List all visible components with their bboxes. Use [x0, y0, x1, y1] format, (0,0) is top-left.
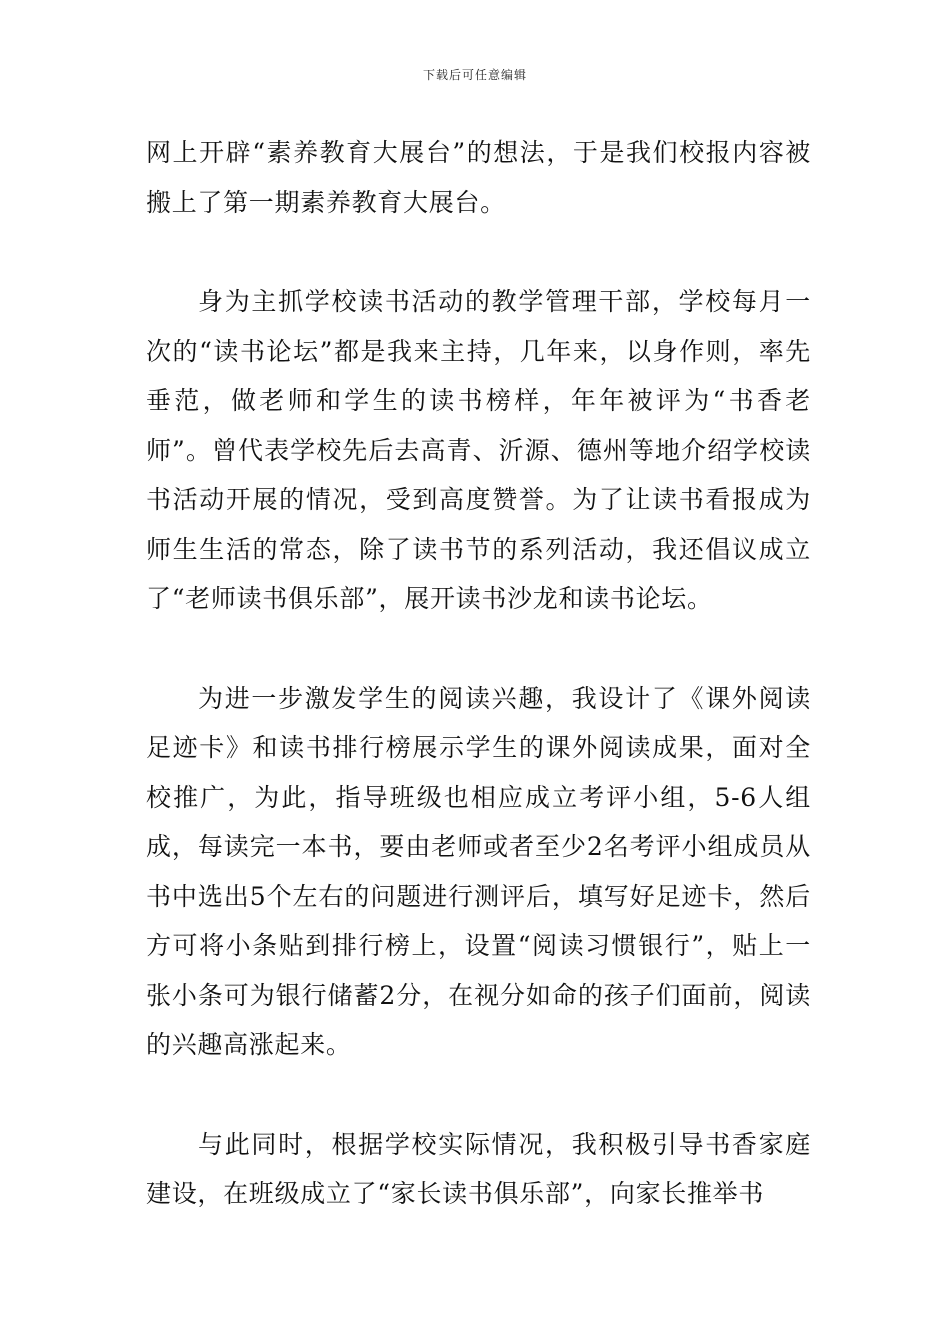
- paragraph-3: 为进一步激发学生的阅读兴趣，我设计了《课外阅读足迹卡》和读书排行榜展示学生的课外阅读成果，面对全校推广，为此，指导班级也相应成立考评小组，5-6人组成，每读完一本书，要由老师或者至少2名考评小组成员从书中选出5个左右的问题进行测评后，填写好足迹卡，然后方可将小条贴到排行榜上，设置“阅读习惯银行”，贴上一张小条可为银行储蓄2分，在视分如命的孩子们面前，阅读的兴趣高涨起来。: [146, 683, 811, 1059]
- document-body: [146, 128, 811, 1219]
- page-header: 下载后可任意编辑: [422, 68, 527, 82]
- paragraph-1: 网上开辟“素养教育大展台”的想法，于是我们校报内容被搬上了第一期素养教育大展台。: [146, 138, 811, 217]
- paragraph-2: 身为主抓学校读书活动的教学管理干部，学校每月一次的“读书论坛”都是我来主持，几年来，以身作则，率先垂范，做老师和学生的读书榜样，年年被评为“书香老师”。曾代表学校先后去高青、沂源、德州等地介绍学校读书活动开展的情况，受到高度赞誉。为了让读书看报成为师生生活的常态，除了读书节的系列活动，我还倡议成立了“老师读书俱乐部”，展开读书沙龙和读书论坛。: [146, 287, 811, 613]
- paragraph-4: 与此同时，根据学校实际情况，我积极引导书香家庭建设，在班级成立了“家长读书俱乐部”，向家长推举书: [146, 1129, 811, 1208]
